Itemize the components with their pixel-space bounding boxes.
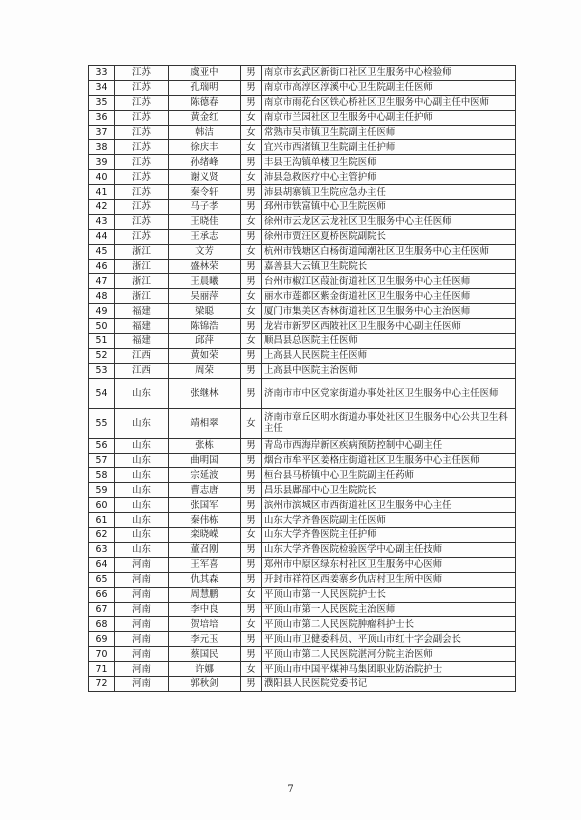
unit-title-cell: 上高县人民医院主任医师 <box>262 348 516 363</box>
gender-cell: 男 <box>241 542 262 557</box>
table-row <box>89 528 516 543</box>
row-number-cell: 46 <box>89 259 115 274</box>
table-row <box>89 140 516 155</box>
unit-title-cell: 山东大学齐鲁医院副主任医师 <box>262 513 516 528</box>
gender-cell: 女 <box>241 662 262 677</box>
row-number-cell: 45 <box>89 244 115 259</box>
row-number-cell: 69 <box>89 632 115 647</box>
name-cell: 吴丽萍 <box>169 289 241 304</box>
row-number-cell: 37 <box>89 125 115 140</box>
unit-title-cell: 平顶山市第一人民医院护士长 <box>262 587 516 602</box>
gender-cell: 男 <box>241 468 262 483</box>
table-row <box>89 289 516 304</box>
table-row <box>89 244 516 259</box>
name-cell: 盛林荣 <box>169 259 241 274</box>
name-cell: 韩洁 <box>169 125 241 140</box>
province-cell: 福建 <box>115 319 169 334</box>
unit-title-cell: 上高县中医院主治医师 <box>262 363 516 378</box>
table-row <box>89 408 516 438</box>
gender-cell: 男 <box>241 498 262 513</box>
row-number-cell: 49 <box>89 304 115 319</box>
gender-cell: 男 <box>241 632 262 647</box>
unit-title-cell: 沛县胡寨镇卫生院应急办主任 <box>262 185 516 200</box>
table-row <box>89 363 516 378</box>
table-row <box>89 304 516 319</box>
row-number-cell: 34 <box>89 80 115 95</box>
gender-cell: 男 <box>241 200 262 215</box>
gender-cell: 男 <box>241 363 262 378</box>
name-cell: 张栋 <box>169 438 241 453</box>
province-cell: 江苏 <box>115 80 169 95</box>
unit-title-cell: 郑州市中原区绿东村社区卫生服务中心医师 <box>262 557 516 572</box>
gender-cell: 男 <box>241 185 262 200</box>
unit-title-cell: 平顶山市中国平煤神马集团职业防治院护士 <box>262 662 516 677</box>
gender-cell: 男 <box>241 229 262 244</box>
table-row <box>89 66 516 81</box>
unit-title-cell: 济南市市中区党家街道办事处社区卫生服务中心主任医师 <box>262 378 516 408</box>
unit-title-cell: 桓台县马桥镇中心卫生院副主任药师 <box>262 468 516 483</box>
name-cell: 王晓佳 <box>169 214 241 229</box>
row-number-cell: 52 <box>89 348 115 363</box>
province-cell: 江苏 <box>115 185 169 200</box>
table-row <box>89 110 516 125</box>
gender-cell: 男 <box>241 155 262 170</box>
gender-cell: 男 <box>241 259 262 274</box>
table-row <box>89 632 516 647</box>
unit-title-cell: 徐州市贾汪区夏桥医院副院长 <box>262 229 516 244</box>
name-cell: 靖相翠 <box>169 408 241 438</box>
table-row <box>89 80 516 95</box>
gender-cell: 女 <box>241 244 262 259</box>
table-row <box>89 229 516 244</box>
gender-cell: 男 <box>241 483 262 498</box>
gender-cell: 男 <box>241 378 262 408</box>
province-cell: 河南 <box>115 632 169 647</box>
table-row <box>89 185 516 200</box>
name-cell: 黄金红 <box>169 110 241 125</box>
name-cell: 邱萍 <box>169 334 241 349</box>
unit-title-cell: 顺昌县总医院主任医师 <box>262 334 516 349</box>
table-row <box>89 125 516 140</box>
province-cell: 河南 <box>115 617 169 632</box>
name-cell: 孔瑞明 <box>169 80 241 95</box>
row-number-cell: 44 <box>89 229 115 244</box>
unit-title-cell: 南京市兰园社区卫生服务中心副主任护师 <box>262 110 516 125</box>
gender-cell: 男 <box>241 602 262 617</box>
row-number-cell: 38 <box>89 140 115 155</box>
row-number-cell: 60 <box>89 498 115 513</box>
name-cell: 王军喜 <box>169 557 241 572</box>
unit-title-cell: 烟台市牟平区姜格庄街道社区卫生服务中心主任医师 <box>262 453 516 468</box>
name-cell: 周慧鹏 <box>169 587 241 602</box>
row-number-cell: 33 <box>89 66 115 81</box>
row-number-cell: 62 <box>89 528 115 543</box>
row-number-cell: 66 <box>89 587 115 602</box>
table-row <box>89 378 516 408</box>
row-number-cell: 39 <box>89 155 115 170</box>
unit-title-cell: 台州市椒江区葭沚街道社区卫生服务中心主任医师 <box>262 274 516 289</box>
gender-cell: 女 <box>241 110 262 125</box>
name-cell: 秦伟栋 <box>169 513 241 528</box>
unit-title-cell: 开封市祥符区西姜寨乡仇店村卫生所中医师 <box>262 572 516 587</box>
gender-cell: 女 <box>241 617 262 632</box>
table-row <box>89 572 516 587</box>
table-row <box>89 647 516 662</box>
name-cell: 梁聪 <box>169 304 241 319</box>
province-cell: 山东 <box>115 408 169 438</box>
row-number-cell: 72 <box>89 676 115 691</box>
name-cell: 许娜 <box>169 662 241 677</box>
unit-title-cell: 厦门市集美区杏林街道社区卫生服务中心主治医师 <box>262 304 516 319</box>
unit-title-cell: 宜兴市西渚镇卫生院副主任护师 <box>262 140 516 155</box>
province-cell: 江苏 <box>115 66 169 81</box>
province-cell: 山东 <box>115 528 169 543</box>
province-cell: 河南 <box>115 647 169 662</box>
unit-title-cell: 昌乐县鄌郚中心卫生院院长 <box>262 483 516 498</box>
name-cell: 陈德春 <box>169 95 241 110</box>
row-number-cell: 47 <box>89 274 115 289</box>
province-cell: 福建 <box>115 334 169 349</box>
name-cell: 王承志 <box>169 229 241 244</box>
table-row <box>89 557 516 572</box>
name-cell: 张继林 <box>169 378 241 408</box>
name-cell: 宗延波 <box>169 468 241 483</box>
province-cell: 江苏 <box>115 110 169 125</box>
table-row <box>89 468 516 483</box>
name-cell: 栾晓嵘 <box>169 528 241 543</box>
name-cell: 王晨曦 <box>169 274 241 289</box>
row-number-cell: 50 <box>89 319 115 334</box>
province-cell: 河南 <box>115 557 169 572</box>
gender-cell: 男 <box>241 513 262 528</box>
gender-cell: 男 <box>241 66 262 81</box>
gender-cell: 男 <box>241 95 262 110</box>
table-row <box>89 348 516 363</box>
province-cell: 山东 <box>115 378 169 408</box>
name-cell: 仇其森 <box>169 572 241 587</box>
province-cell: 江苏 <box>115 140 169 155</box>
province-cell: 山东 <box>115 453 169 468</box>
province-cell: 河南 <box>115 587 169 602</box>
unit-title-cell: 丽水市莲都区紫金街道社区卫生服务中心主任医师 <box>262 289 516 304</box>
unit-title-cell: 濮阳县人民医院党委书记 <box>262 676 516 691</box>
table-row <box>89 214 516 229</box>
name-cell: 徐庆丰 <box>169 140 241 155</box>
unit-title-cell: 常熟市吴市镇卫生院副主任医师 <box>262 125 516 140</box>
name-cell: 曲明国 <box>169 453 241 468</box>
unit-title-cell: 南京市玄武区新街口社区卫生服务中心检验师 <box>262 66 516 81</box>
name-cell: 蔡国民 <box>169 647 241 662</box>
unit-title-cell: 平顶山市卫健委科员、平顶山市红十字会副会长 <box>262 632 516 647</box>
province-cell: 河南 <box>115 662 169 677</box>
province-cell: 河南 <box>115 676 169 691</box>
province-cell: 山东 <box>115 513 169 528</box>
name-cell: 陈锦浩 <box>169 319 241 334</box>
gender-cell: 女 <box>241 140 262 155</box>
unit-title-cell: 山东大学齐鲁医院检验医学中心副主任技师 <box>262 542 516 557</box>
table-row <box>89 200 516 215</box>
province-cell: 山东 <box>115 438 169 453</box>
gender-cell: 男 <box>241 80 262 95</box>
name-cell: 孙绪峰 <box>169 155 241 170</box>
row-number-cell: 41 <box>89 185 115 200</box>
gender-cell: 男 <box>241 274 262 289</box>
row-number-cell: 35 <box>89 95 115 110</box>
row-number-cell: 63 <box>89 542 115 557</box>
row-number-cell: 51 <box>89 334 115 349</box>
province-cell: 江苏 <box>115 125 169 140</box>
name-cell: 李元玉 <box>169 632 241 647</box>
unit-title-cell: 沛县急救医疗中心主管护师 <box>262 170 516 185</box>
gender-cell: 女 <box>241 125 262 140</box>
table-row <box>89 662 516 677</box>
name-cell: 谢义贤 <box>169 170 241 185</box>
province-cell: 山东 <box>115 498 169 513</box>
gender-cell: 男 <box>241 676 262 691</box>
table-row <box>89 155 516 170</box>
province-cell: 江苏 <box>115 170 169 185</box>
name-cell: 李中良 <box>169 602 241 617</box>
row-number-cell: 58 <box>89 468 115 483</box>
row-number-cell: 40 <box>89 170 115 185</box>
province-cell: 江西 <box>115 348 169 363</box>
table-row <box>89 319 516 334</box>
province-cell: 山东 <box>115 483 169 498</box>
name-cell: 郭秋剑 <box>169 676 241 691</box>
province-cell: 江苏 <box>115 229 169 244</box>
gender-cell: 女 <box>241 587 262 602</box>
table-row <box>89 170 516 185</box>
name-cell: 曹志唐 <box>169 483 241 498</box>
row-number-cell: 59 <box>89 483 115 498</box>
gender-cell: 男 <box>241 348 262 363</box>
table-row <box>89 483 516 498</box>
province-cell: 福建 <box>115 304 169 319</box>
gender-cell: 女 <box>241 408 262 438</box>
gender-cell: 女 <box>241 334 262 349</box>
table-row <box>89 617 516 632</box>
province-cell: 山东 <box>115 468 169 483</box>
name-cell: 黄如荣 <box>169 348 241 363</box>
name-cell: 马子孝 <box>169 200 241 215</box>
table-row <box>89 453 516 468</box>
unit-title-cell: 丰县王沟镇单楼卫生院医师 <box>262 155 516 170</box>
name-cell: 周荣 <box>169 363 241 378</box>
province-cell: 江苏 <box>115 200 169 215</box>
province-cell: 浙江 <box>115 244 169 259</box>
unit-title-cell: 邳州市铁富镇中心卫生院医师 <box>262 200 516 215</box>
unit-title-cell: 山东大学齐鲁医院主任护师 <box>262 528 516 543</box>
gender-cell: 男 <box>241 453 262 468</box>
row-number-cell: 61 <box>89 513 115 528</box>
row-number-cell: 43 <box>89 214 115 229</box>
table-row <box>89 259 516 274</box>
table-row <box>89 95 516 110</box>
unit-title-cell: 杭州市钱塘区白杨街道闻潮社区卫生服务中心主任医师 <box>262 244 516 259</box>
row-number-cell: 70 <box>89 647 115 662</box>
row-number-cell: 67 <box>89 602 115 617</box>
province-cell: 浙江 <box>115 274 169 289</box>
unit-title-cell: 平顶山市第二人民医院肿瘤科护士长 <box>262 617 516 632</box>
gender-cell: 女 <box>241 170 262 185</box>
personnel-table <box>88 65 516 692</box>
page-number: 7 <box>287 784 294 795</box>
province-cell: 江西 <box>115 363 169 378</box>
gender-cell: 男 <box>241 438 262 453</box>
unit-title-cell: 南京市高淳区淳溪中心卫生院副主任医师 <box>262 80 516 95</box>
table-row <box>89 334 516 349</box>
gender-cell: 男 <box>241 557 262 572</box>
gender-cell: 男 <box>241 572 262 587</box>
table-row <box>89 438 516 453</box>
row-number-cell: 42 <box>89 200 115 215</box>
row-number-cell: 56 <box>89 438 115 453</box>
row-number-cell: 53 <box>89 363 115 378</box>
province-cell: 江苏 <box>115 155 169 170</box>
province-cell: 河南 <box>115 572 169 587</box>
name-cell: 虞亚中 <box>169 66 241 81</box>
province-cell: 河南 <box>115 602 169 617</box>
table-row <box>89 513 516 528</box>
unit-title-cell: 平顶山市第二人民医院湛河分院主治医师 <box>262 647 516 662</box>
row-number-cell: 65 <box>89 572 115 587</box>
row-number-cell: 68 <box>89 617 115 632</box>
row-number-cell: 57 <box>89 453 115 468</box>
province-cell: 山东 <box>115 542 169 557</box>
row-number-cell: 71 <box>89 662 115 677</box>
row-number-cell: 64 <box>89 557 115 572</box>
table-row <box>89 587 516 602</box>
gender-cell: 男 <box>241 319 262 334</box>
unit-title-cell: 龙岩市新罗区西陂社区卫生服务中心副主任医师 <box>262 319 516 334</box>
name-cell: 董召刚 <box>169 542 241 557</box>
row-number-cell: 48 <box>89 289 115 304</box>
unit-title-cell: 嘉善县大云镇卫生院院长 <box>262 259 516 274</box>
unit-title-cell: 南京市雨花台区铁心桥社区卫生服务中心副主任中医师 <box>262 95 516 110</box>
gender-cell: 女 <box>241 214 262 229</box>
province-cell: 江苏 <box>115 214 169 229</box>
gender-cell: 女 <box>241 528 262 543</box>
name-cell: 秦令轩 <box>169 185 241 200</box>
table-row <box>89 602 516 617</box>
province-cell: 江苏 <box>115 95 169 110</box>
unit-title-cell: 青岛市西海岸新区疾病预防控制中心副主任 <box>262 438 516 453</box>
unit-title-cell: 徐州市云龙区云龙社区卫生服务中心主任医师 <box>262 214 516 229</box>
gender-cell: 女 <box>241 289 262 304</box>
name-cell: 贺培培 <box>169 617 241 632</box>
name-cell: 张国军 <box>169 498 241 513</box>
province-cell: 浙江 <box>115 259 169 274</box>
unit-title-cell: 滨州市滨城区市西街道社区卫生服务中心主任 <box>262 498 516 513</box>
table-row <box>89 498 516 513</box>
unit-title-cell: 济南市章丘区明水街道办事处社区卫生服务中心公共卫生科主任 <box>262 408 516 438</box>
table-row <box>89 542 516 557</box>
gender-cell: 男 <box>241 647 262 662</box>
table-row <box>89 274 516 289</box>
gender-cell: 女 <box>241 304 262 319</box>
row-number-cell: 36 <box>89 110 115 125</box>
unit-title-cell: 平顶山市第一人民医院主治医师 <box>262 602 516 617</box>
row-number-cell: 55 <box>89 408 115 438</box>
row-number-cell: 54 <box>89 378 115 408</box>
province-cell: 浙江 <box>115 289 169 304</box>
table-body <box>89 66 516 692</box>
table-row <box>89 676 516 691</box>
name-cell: 文芳 <box>169 244 241 259</box>
